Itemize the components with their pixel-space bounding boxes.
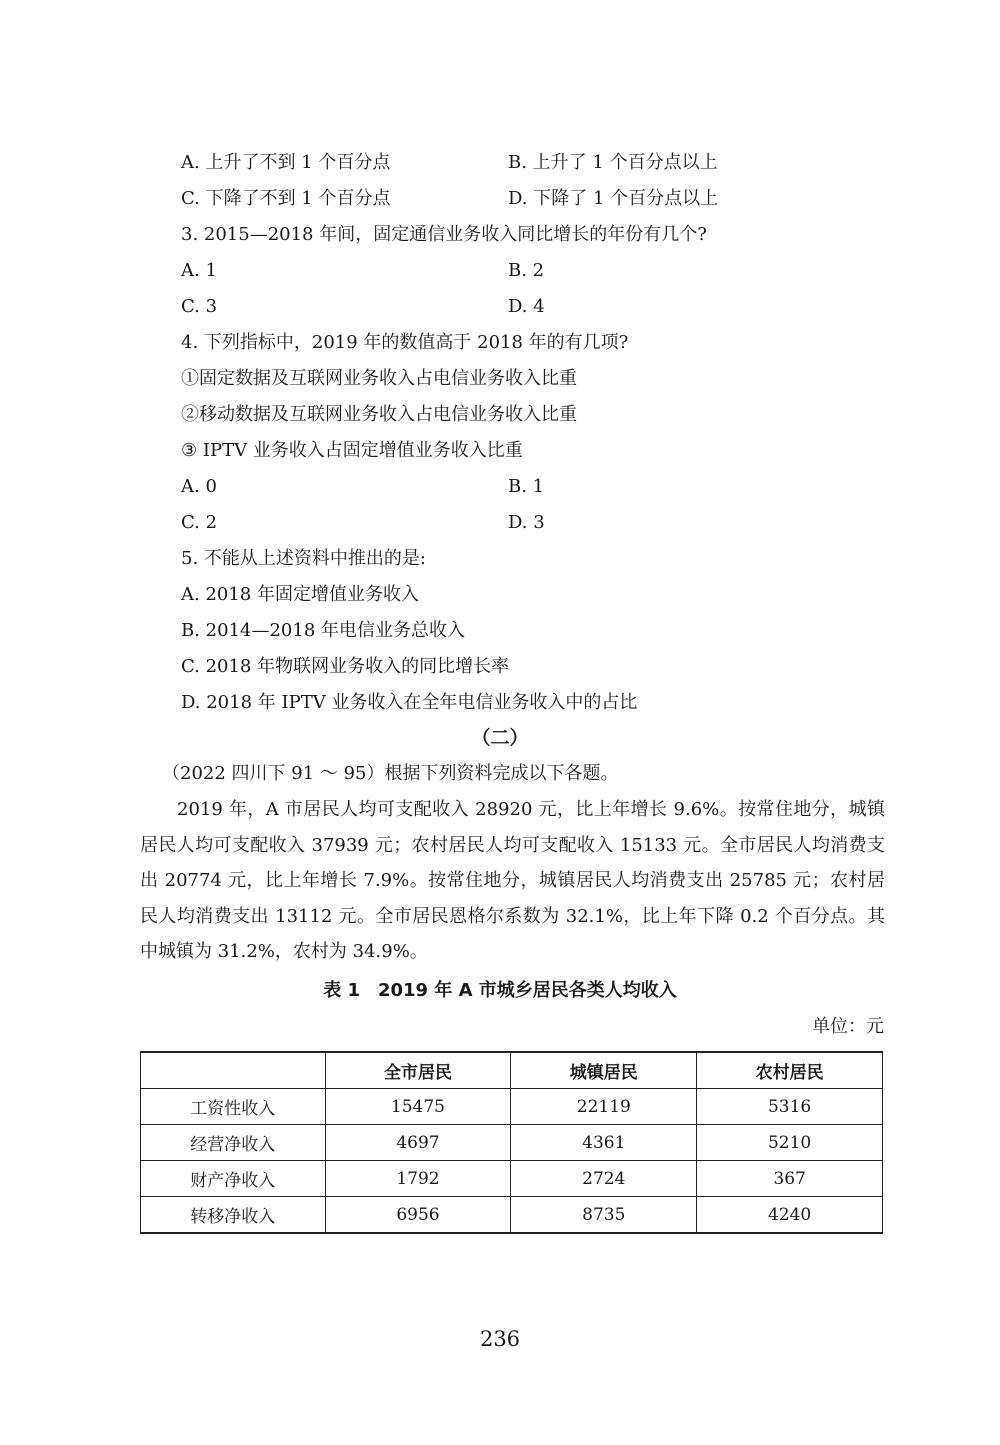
table-unit: 单位：元 (812, 1016, 884, 1037)
q5-option-a: A. 2018 年固定增值业务收入 (181, 584, 419, 605)
q4-item-1: ①固定数据及互联网业务收入占电信业务收入比重 (181, 368, 577, 389)
header-cell-rural: 农村居民 (697, 1052, 883, 1089)
table-row (141, 1197, 883, 1234)
q5-option-d: D. 2018 年 IPTV 业务收入在全年电信业务收入中的占比 (181, 692, 638, 713)
table-cell: 8735 (511, 1197, 697, 1234)
q3-option-c: C. 3 (181, 296, 218, 317)
q4-option-a: A. 0 (181, 476, 217, 497)
table-cell: 1792 (325, 1161, 511, 1197)
q5-stem: 5. 不能从上述资料中推出的是: (181, 548, 426, 569)
table-cell: 4361 (511, 1125, 697, 1161)
header-cell-urban: 城镇居民 (511, 1052, 697, 1089)
q2-option-d: D. 下降了 1 个百分点以上 (508, 188, 719, 209)
header-cell-city: 全市居民 (325, 1052, 511, 1089)
table-cell: 4697 (325, 1125, 511, 1161)
q2-option-c: C. 下降了不到 1 个百分点 (181, 188, 391, 209)
table-row (141, 1161, 883, 1197)
table-cell: 4240 (697, 1197, 883, 1234)
q3-option-b: B. 2 (508, 260, 545, 281)
row-label: 转移净收入 (141, 1197, 326, 1234)
table-header-row (141, 1052, 883, 1089)
table-cell: 2724 (511, 1161, 697, 1197)
page-number: 236 (479, 1327, 521, 1351)
row-label: 工资性收入 (141, 1089, 326, 1125)
table-row (141, 1089, 883, 1125)
q4-item-2: ②移动数据及互联网业务收入占电信业务收入比重 (181, 404, 577, 425)
q3-option-d: D. 4 (508, 296, 545, 317)
table-row (141, 1125, 883, 1161)
q3-option-a: A. 1 (181, 260, 217, 281)
data-paragraph: 2019 年，A 市居民人均可支配收入 28920 元，比上年增长 9.6%。按常住地分，城镇居民人均可支配收入 37939 元；农村居民人均可支配收入 15133 元。全市居民人均消费支出 20774 元，比上年增长 7.9%。按常住地分，城镇居民人均消费支出 25785 元；农村居民人均消费支出 13112 元。全市居民恩格尔系数为 32.1%，比上年下降 0.2 个百分点。其中城镇为 31.2%，农村为 34.9%。 (140, 799, 885, 962)
q3-stem: 3. 2015—2018 年间，固定通信业务收入同比增长的年份有几个? (181, 224, 707, 245)
table-cell: 6956 (325, 1197, 511, 1234)
q5-option-b: B. 2014—2018 年电信业务总收入 (181, 620, 466, 641)
row-label: 经营净收入 (141, 1125, 326, 1161)
q5-option-c: C. 2018 年物联网业务收入的同比增长率 (181, 656, 510, 677)
table-caption: 表 1 2019 年 A 市城乡居民各类人均收入 (323, 980, 677, 1001)
q4-option-c: C. 2 (181, 512, 218, 533)
q2-option-a: A. 上升了不到 1 个百分点 (181, 152, 391, 173)
section-intro: （2022 四川下 91 ～ 95）根据下列资料完成以下各题。 (162, 763, 619, 784)
header-cell-blank (141, 1052, 326, 1089)
q4-stem: 4. 下列指标中，2019 年的数值高于 2018 年的有几项? (181, 332, 629, 353)
table-cell: 15475 (325, 1089, 511, 1125)
table-cell: 5210 (697, 1125, 883, 1161)
section-heading: （二） (471, 727, 529, 749)
row-label: 财产净收入 (141, 1161, 326, 1197)
table-cell: 367 (697, 1161, 883, 1197)
income-table (140, 1051, 883, 1234)
q4-option-d: D. 3 (508, 512, 545, 533)
table-cell: 22119 (511, 1089, 697, 1125)
q4-option-b: B. 1 (508, 476, 545, 497)
table-cell: 5316 (697, 1089, 883, 1125)
q4-item-3: ③ IPTV 业务收入占固定增值业务收入比重 (181, 440, 523, 461)
q2-option-b: B. 上升了 1 个百分点以上 (508, 152, 718, 173)
